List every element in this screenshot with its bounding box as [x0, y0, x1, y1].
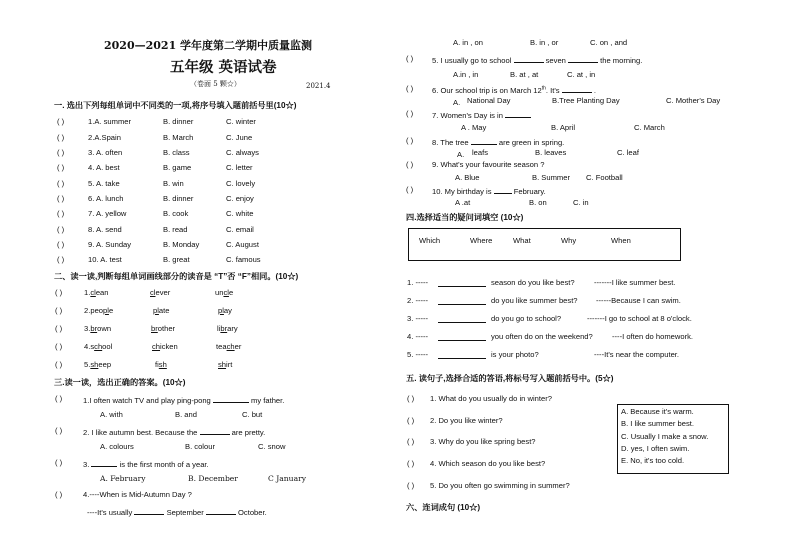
- question-text: seven: [545, 56, 566, 65]
- answer-option: C. Usually I make a snow.: [621, 432, 709, 441]
- word-rest: irt: [226, 360, 233, 369]
- question-text: 8. The tree: [432, 138, 469, 147]
- underlined-part: ch: [94, 342, 103, 351]
- answer-paren[interactable]: ( ): [55, 324, 63, 333]
- underlined-part: br: [220, 324, 228, 333]
- option-b: B. leaves: [535, 148, 567, 157]
- question-text: season do you like best?: [491, 278, 575, 287]
- question-text: do you go to school?: [491, 314, 562, 323]
- list-item: [0, 256, 400, 268]
- word-rest: un: [215, 288, 224, 297]
- answer-paren[interactable]: ( ): [57, 179, 65, 188]
- item-number: 1.: [84, 288, 91, 297]
- answer-text: ----It's near the computer.: [594, 350, 680, 359]
- answer-option: B. I like summer best.: [621, 419, 695, 428]
- word-rest: e: [228, 288, 234, 297]
- option-b: B. dinner: [163, 117, 194, 126]
- fill-blank[interactable]: [438, 333, 486, 341]
- option-b: B. December: [188, 474, 238, 483]
- option-a: A.: [453, 98, 461, 107]
- list-item: [0, 134, 400, 146]
- list-item: [0, 297, 794, 309]
- question-text: ----It's usually: [87, 508, 133, 517]
- word-bank-item: Which: [419, 236, 441, 245]
- underlined-part: br: [151, 324, 158, 333]
- section4-heading: 四.选择适当的疑问词填空 (10☆): [406, 213, 524, 222]
- fill-blank[interactable]: [134, 507, 164, 515]
- question-text: you often do on the weekend?: [491, 332, 593, 341]
- underlined-part: ch: [226, 342, 235, 351]
- option-a: A. with: [100, 410, 123, 419]
- option-c: C. always: [226, 148, 259, 157]
- answer-paren[interactable]: ( ): [406, 185, 414, 194]
- option-c: C. email: [226, 225, 254, 234]
- option-c: C. letter: [226, 163, 253, 172]
- list-item: [0, 149, 400, 161]
- option-a-text: National Day: [467, 96, 511, 105]
- exam-title: 2020—2021 学年度第二学期中质量监测: [104, 39, 313, 52]
- question-text: is your photo?: [491, 350, 539, 359]
- section2-heading: 二、读一读,判断每组单词画线部分的读音是 “T”否 “F”相同。(10☆): [54, 272, 299, 281]
- answer-paren[interactable]: ( ): [406, 160, 414, 169]
- answer-paren[interactable]: ( ): [57, 117, 65, 126]
- item-number: 2. -----: [407, 296, 429, 305]
- answer-option: A. Because it's warm.: [621, 407, 694, 416]
- exam-subtitle: 五年级 英语试卷: [170, 59, 277, 76]
- word-bank-item: Why: [561, 236, 577, 245]
- question-text: February.: [513, 187, 546, 196]
- list-item: [0, 333, 794, 345]
- item-number: 2.: [84, 306, 91, 315]
- option-a: 8. A. send: [88, 225, 122, 234]
- word-rest: eep: [98, 360, 112, 369]
- word-rest: ool: [102, 342, 113, 351]
- answer-paren[interactable]: ( ): [406, 54, 414, 63]
- answer-paren[interactable]: ( ): [55, 394, 63, 403]
- list-item: [0, 395, 610, 407]
- word-rest: er: [234, 342, 242, 351]
- option-c: C. March: [634, 123, 665, 132]
- answer-text: ----I often do homework.: [612, 332, 694, 341]
- underlined-part: pl: [103, 306, 109, 315]
- option-c: C. enjoy: [226, 194, 254, 203]
- word-rest: tea: [216, 342, 227, 351]
- section3-heading: 三.读一读，选出正确的答案。(10☆): [54, 378, 186, 387]
- word-rest: fi: [155, 360, 159, 369]
- underlined-part: sh: [218, 360, 227, 369]
- question-6: 6. Our school trip is on March 12th. It's .: [432, 85, 596, 95]
- option-b: B. and: [175, 410, 197, 419]
- answer-paren[interactable]: ( ): [57, 255, 65, 264]
- option-a: 6. A. lunch: [88, 194, 124, 203]
- list-item: [0, 351, 794, 363]
- section6-heading: 六、连词成句 (10☆): [406, 503, 481, 512]
- answer-paren[interactable]: ( ): [57, 194, 65, 203]
- option-c: C. at , in: [567, 70, 596, 79]
- option-b: B. colour: [185, 442, 215, 451]
- answer-paren[interactable]: ( ): [406, 84, 414, 93]
- option-b: B. cook: [163, 209, 189, 218]
- list-item: [0, 226, 400, 238]
- option-a: A . May: [461, 123, 487, 132]
- fill-blank[interactable]: [438, 297, 486, 305]
- list-item: [0, 315, 794, 327]
- question-text: 5. I usually go to school: [432, 56, 512, 65]
- list-item: [0, 417, 610, 429]
- underlined-part: cl: [223, 288, 229, 297]
- option-a: A.: [457, 150, 465, 159]
- word-bank-item: What: [513, 236, 531, 245]
- option-a: 5. A. take: [88, 179, 120, 188]
- list-item: [0, 241, 400, 253]
- word-rest: li: [217, 324, 221, 333]
- score-note: （卷面 5 颗☆）: [190, 80, 241, 88]
- fill-blank[interactable]: [206, 507, 236, 515]
- answer-paren[interactable]: ( ): [57, 209, 65, 218]
- answer-paren[interactable]: ( ): [55, 458, 63, 467]
- answer-paren[interactable]: ( ): [407, 459, 415, 468]
- question-text: . It's: [545, 86, 560, 95]
- answer-paren[interactable]: ( ): [57, 148, 65, 157]
- item-number: 5. -----: [407, 350, 429, 359]
- option-a: A. Blue: [455, 173, 480, 182]
- option-b: B. Monday: [163, 240, 200, 249]
- question-text: my father.: [251, 396, 285, 405]
- option-b: B. game: [163, 163, 192, 172]
- answer-paren[interactable]: ( ): [57, 240, 65, 249]
- superscript: th: [541, 85, 546, 92]
- answer-paren[interactable]: ( ): [57, 133, 65, 142]
- item-number: 5.: [84, 360, 91, 369]
- option-c: C. white: [226, 209, 254, 218]
- option-c: C. famous: [226, 255, 261, 264]
- underlined-part: br: [90, 324, 98, 333]
- word-rest: icken: [160, 342, 178, 351]
- word-rest: ever: [155, 288, 171, 297]
- fill-blank[interactable]: [568, 55, 598, 63]
- question-4: 4.----When is Mid-Autumn Day ?: [83, 490, 192, 499]
- question-text: do you like summer best?: [491, 296, 578, 305]
- question-5: [432, 55, 642, 66]
- list-item: [0, 164, 400, 176]
- option-c: C. winter: [226, 117, 256, 126]
- answer-text: ------Because I can swim.: [596, 296, 681, 305]
- option-c: C. on , and: [590, 38, 628, 47]
- fill-blank[interactable]: [562, 85, 592, 93]
- answer-options-box: [617, 404, 729, 474]
- list-item: [0, 210, 400, 222]
- fill-blank[interactable]: [438, 351, 486, 359]
- option-c: C. snow: [258, 442, 286, 451]
- word-rest: e: [108, 306, 114, 315]
- list-item: [0, 180, 400, 192]
- option-a: 3. A. often: [88, 148, 123, 157]
- question-text: October.: [238, 508, 267, 517]
- option-b: B. April: [551, 123, 576, 132]
- word-bank-item: When: [611, 236, 631, 245]
- fill-blank[interactable]: [438, 315, 486, 323]
- question-text: the morning.: [600, 56, 643, 65]
- item-number: 3.: [84, 324, 91, 333]
- option-b: B. read: [163, 225, 188, 234]
- option-c: C. Football: [586, 173, 623, 182]
- word-rest: other: [157, 324, 176, 333]
- option-a: 7. A. yellow: [88, 209, 127, 218]
- option-a: 4. A. best: [88, 163, 120, 172]
- question-text: 5. Do you often go swimming in summer?: [430, 481, 570, 490]
- answer-paren[interactable]: ( ): [57, 225, 65, 234]
- option-c: C. Mother's Day: [666, 96, 721, 105]
- option-c: C. August: [226, 240, 259, 249]
- word-rest: own: [97, 324, 112, 333]
- option-b: B. on: [529, 198, 547, 207]
- option-b: B.Tree Planting Day: [552, 96, 620, 105]
- word-rest: ay: [223, 306, 232, 315]
- fill-blank[interactable]: [438, 279, 486, 287]
- list-item: [0, 482, 610, 494]
- question-text: 4. Which season do you like best?: [430, 459, 546, 468]
- question-10: [432, 186, 546, 197]
- answer-text: -------I like summer best.: [594, 278, 676, 287]
- list-item: [0, 195, 400, 207]
- option-a: A. February: [100, 474, 146, 483]
- answer-paren[interactable]: ( ): [407, 481, 415, 490]
- option-c: C. June: [226, 133, 253, 142]
- answer-paren[interactable]: ( ): [55, 306, 63, 315]
- option-a: 2.A.Spain: [88, 133, 121, 142]
- option-b: B. class: [163, 148, 190, 157]
- option-b: B. at , at: [510, 70, 539, 79]
- answer-paren[interactable]: ( ): [57, 163, 65, 172]
- option-a: 9. A. Sunday: [88, 240, 132, 249]
- question-text: 7. Women's Day is in: [432, 111, 503, 120]
- question-text: 1.I often watch TV and play ping-pong: [83, 396, 211, 405]
- answer-option: D. yes, I often swim.: [621, 444, 690, 453]
- option-b: B. win: [163, 179, 184, 188]
- option-c: C January: [268, 474, 307, 483]
- answer-paren[interactable]: ( ): [407, 416, 415, 425]
- item-number: 1. -----: [407, 278, 429, 287]
- answer-option: E. No, it's too cold.: [621, 456, 685, 465]
- word-bank-box: [408, 228, 681, 261]
- list-item: [0, 279, 794, 291]
- item-number: 4. -----: [407, 332, 429, 341]
- option-a: 1.A. summer: [88, 117, 132, 126]
- option-b: B. Summer: [532, 173, 570, 182]
- option-b: B. in , or: [530, 38, 559, 47]
- answer-paren[interactable]: ( ): [406, 109, 414, 118]
- list-item: [0, 460, 610, 472]
- option-b: B. dinner: [163, 194, 194, 203]
- word-bank-item: Where: [470, 236, 493, 245]
- underlined-part: pl: [153, 306, 159, 315]
- exam-date: 2021.4: [306, 82, 331, 90]
- question-9: 9. What's your favourite season ?: [432, 160, 545, 169]
- fill-blank[interactable]: [514, 55, 544, 63]
- fill-blank[interactable]: [505, 110, 531, 118]
- answer-paren[interactable]: ( ): [55, 426, 63, 435]
- list-item: [0, 118, 400, 130]
- word-rest: ate: [158, 306, 170, 315]
- question-text: is the first month of a year.: [119, 460, 209, 469]
- question-8: [432, 137, 564, 148]
- option-a: A. in , on: [453, 38, 483, 47]
- item-number: 3. -----: [407, 314, 429, 323]
- word-rest: ary: [227, 324, 238, 333]
- answer-paren[interactable]: ( ): [55, 360, 63, 369]
- underlined-part: cl: [150, 288, 156, 297]
- question-text: 1. What do you usually do in winter?: [430, 394, 552, 403]
- option-c: C. but: [242, 410, 263, 419]
- answer-paren[interactable]: ( ): [407, 437, 415, 446]
- section1-heading: 一. 选出下列每组单词中不同类的一项,将序号填入题前括号里(10☆): [54, 101, 297, 110]
- question-text: 10. My birthday is: [432, 187, 492, 196]
- question-text: 2. I like autumn best. Because the: [83, 428, 198, 437]
- answer-paren[interactable]: ( ): [55, 490, 63, 499]
- option-c: C. lovely: [226, 179, 256, 188]
- section5-heading: 五. 读句子,选择合适的答语,将标号写入题前括号中。(5☆): [406, 374, 614, 383]
- answer-text: -------I go to school at 8 o'clock.: [587, 314, 692, 323]
- word-rest: ean: [95, 288, 109, 297]
- question-text: 3. Why do you like spring best?: [430, 437, 536, 446]
- option-c: C. leaf: [617, 148, 639, 157]
- item-number: 4.: [84, 342, 91, 351]
- answer-paren[interactable]: ( ): [55, 342, 63, 351]
- underlined-part: cl: [90, 288, 96, 297]
- question-text: 6. Our school trip is on March 12: [432, 86, 542, 95]
- option-a: 10. A. test: [88, 255, 122, 264]
- option-a: A .at: [455, 198, 471, 207]
- underlined-part: ch: [152, 342, 161, 351]
- option-c: C. in: [573, 198, 589, 207]
- question-text: are pretty.: [231, 428, 266, 437]
- option-a-text: leafs: [472, 148, 489, 157]
- question-text: 3.: [83, 460, 90, 469]
- option-a: A.in , in: [453, 70, 479, 79]
- underlined-part: sh: [158, 360, 167, 369]
- fill-blank[interactable]: [471, 137, 497, 145]
- answer-paren[interactable]: ( ): [407, 394, 415, 403]
- question-4-line2: [87, 507, 267, 518]
- list-item: [0, 438, 610, 450]
- answer-paren[interactable]: ( ): [55, 288, 63, 297]
- underlined-part: sh: [90, 360, 99, 369]
- option-a: A. colours: [100, 442, 134, 451]
- question-text: are green in spring.: [498, 138, 565, 147]
- question-text: 2. Do you like winter?: [430, 416, 503, 425]
- underlined-part: pl: [218, 306, 224, 315]
- answer-paren[interactable]: ( ): [406, 136, 414, 145]
- option-b: B. March: [163, 133, 194, 142]
- question-text: September: [166, 508, 204, 517]
- word-rest: peo: [90, 306, 104, 315]
- question-7: [432, 110, 531, 121]
- word-rest: s: [90, 342, 95, 351]
- fill-blank[interactable]: [494, 186, 512, 194]
- option-b: B. great: [163, 255, 190, 264]
